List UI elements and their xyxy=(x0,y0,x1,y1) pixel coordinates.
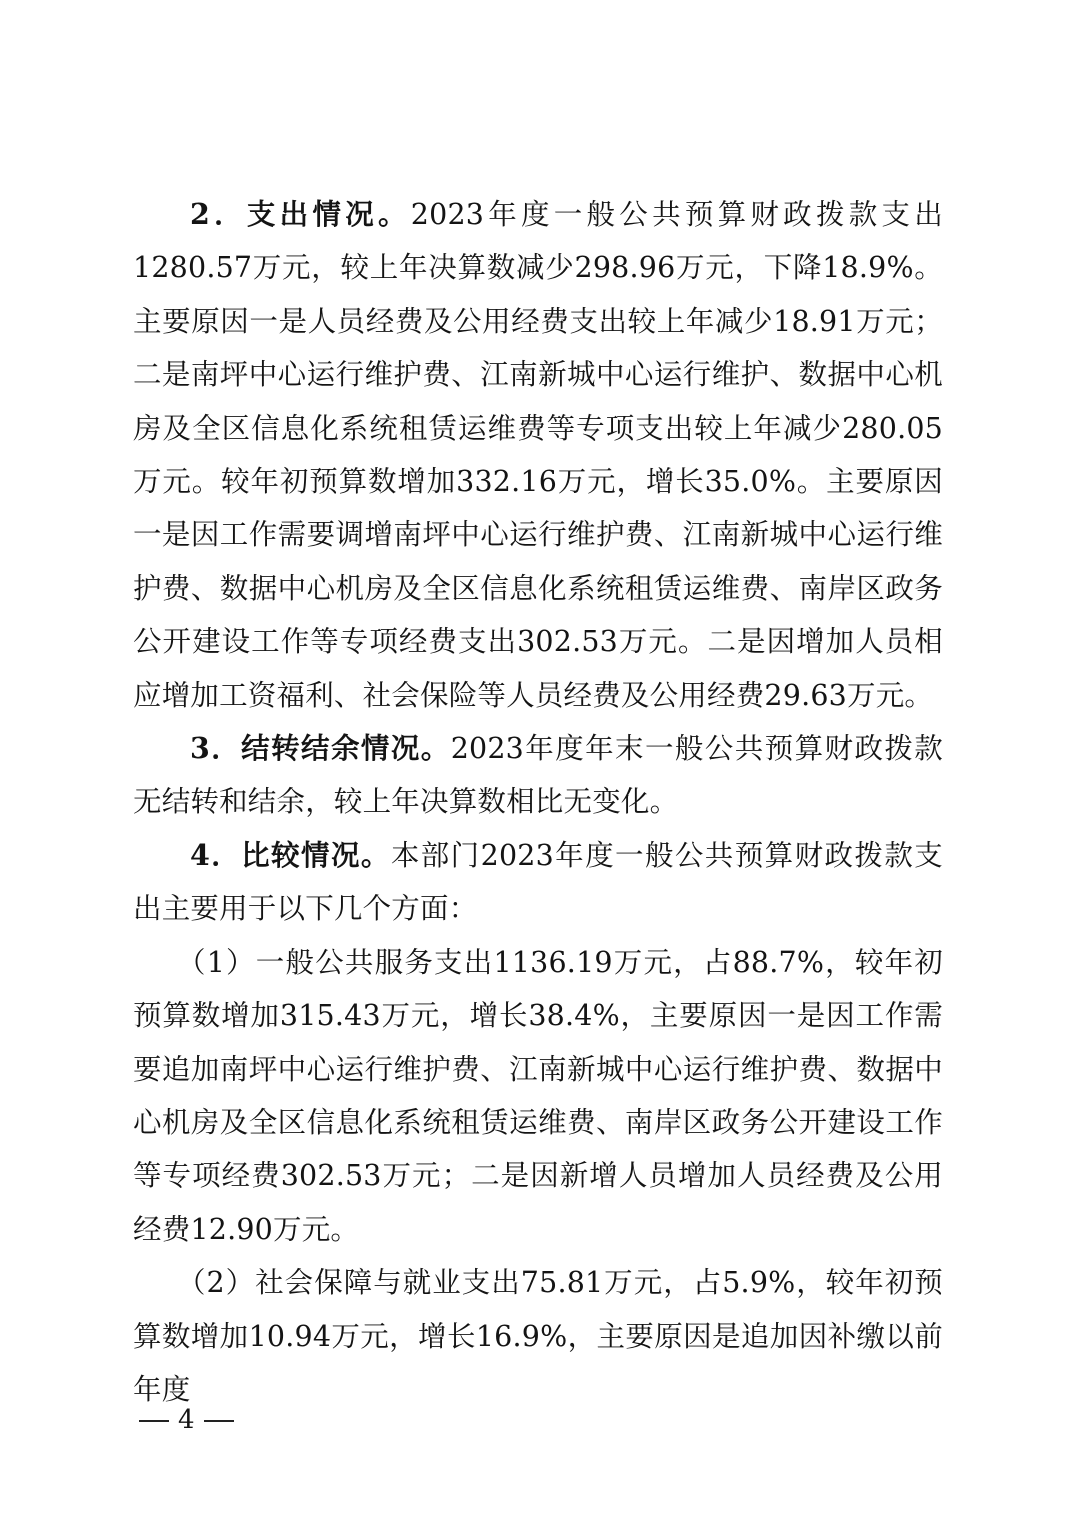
paragraph-carryover-text: 2023年度年末一般公共预算财政拨款无结转和结余，较上年决算数相比无变化。 xyxy=(133,732,943,819)
paragraph-carryover xyxy=(133,722,943,829)
page-footer xyxy=(130,1404,243,1436)
paragraph-expenditure-text: 2023年度一般公共预算财政拨款支出1280.57万元，较上年决算数减少298.96万元，下降18.9%。主要原因一是人员经费及公用经费支出较上年减少18.91万元；二是南坪中心运行维护费、江南新城中心运行维护、数据中心机房及全区信息化系统租赁运维费等专项支出较上年减少280.05万元。较年初预算数增加332.16万元，增长35.0%。主要原因一是因工作需要调增南坪中心运行维护费、江南新城中心运行维护费、数据中心机房及全区信息化系统租赁运维费、南岸区政务公开建设工作等专项经费支出302.53万元。二是因增加人员相应增加工资福利、社会保险等人员经费及公用经费29.63万元。 xyxy=(133,198,943,712)
footer-dash-left xyxy=(139,1420,169,1422)
footer-dash-right xyxy=(204,1420,234,1422)
heading-expenditure: 2．支出情况。 xyxy=(190,197,411,231)
heading-carryover: 3．结转结余情况。 xyxy=(190,731,451,766)
document-body xyxy=(133,188,943,1416)
heading-comparison: 4．比较情况。 xyxy=(190,837,391,872)
paragraph-comparison-text: 本部门2023年度一般公共预算财政拨款支出主要用于以下几个方面： xyxy=(133,838,943,926)
paragraph-public-services-text: （1）一般公共服务支出1136.19万元，占88.7%，较年初预算数增加315.43万元，增长38.4%，主要原因一是因工作需要追加南坪中心运行维护费、江南新城中心运行维护费、数据中心机房及全区信息化系统租赁运维费、南岸区政务公开建设工作等专项经费302.53万元；二是因新增人员增加人员经费及公用经费12.90万元。 xyxy=(133,945,943,1246)
paragraph-comparison xyxy=(133,829,943,936)
paragraph-social-security xyxy=(133,1256,943,1416)
paragraph-public-services xyxy=(133,936,943,1256)
page-number: 4 xyxy=(178,1405,195,1435)
paragraph-expenditure xyxy=(133,188,943,722)
paragraph-social-security-text: （2）社会保障与就业支出75.81万元，占5.9%，较年初预算数增加10.94万元，增长16.9%，主要原因是追加因补缴以前年度 xyxy=(133,1266,943,1406)
